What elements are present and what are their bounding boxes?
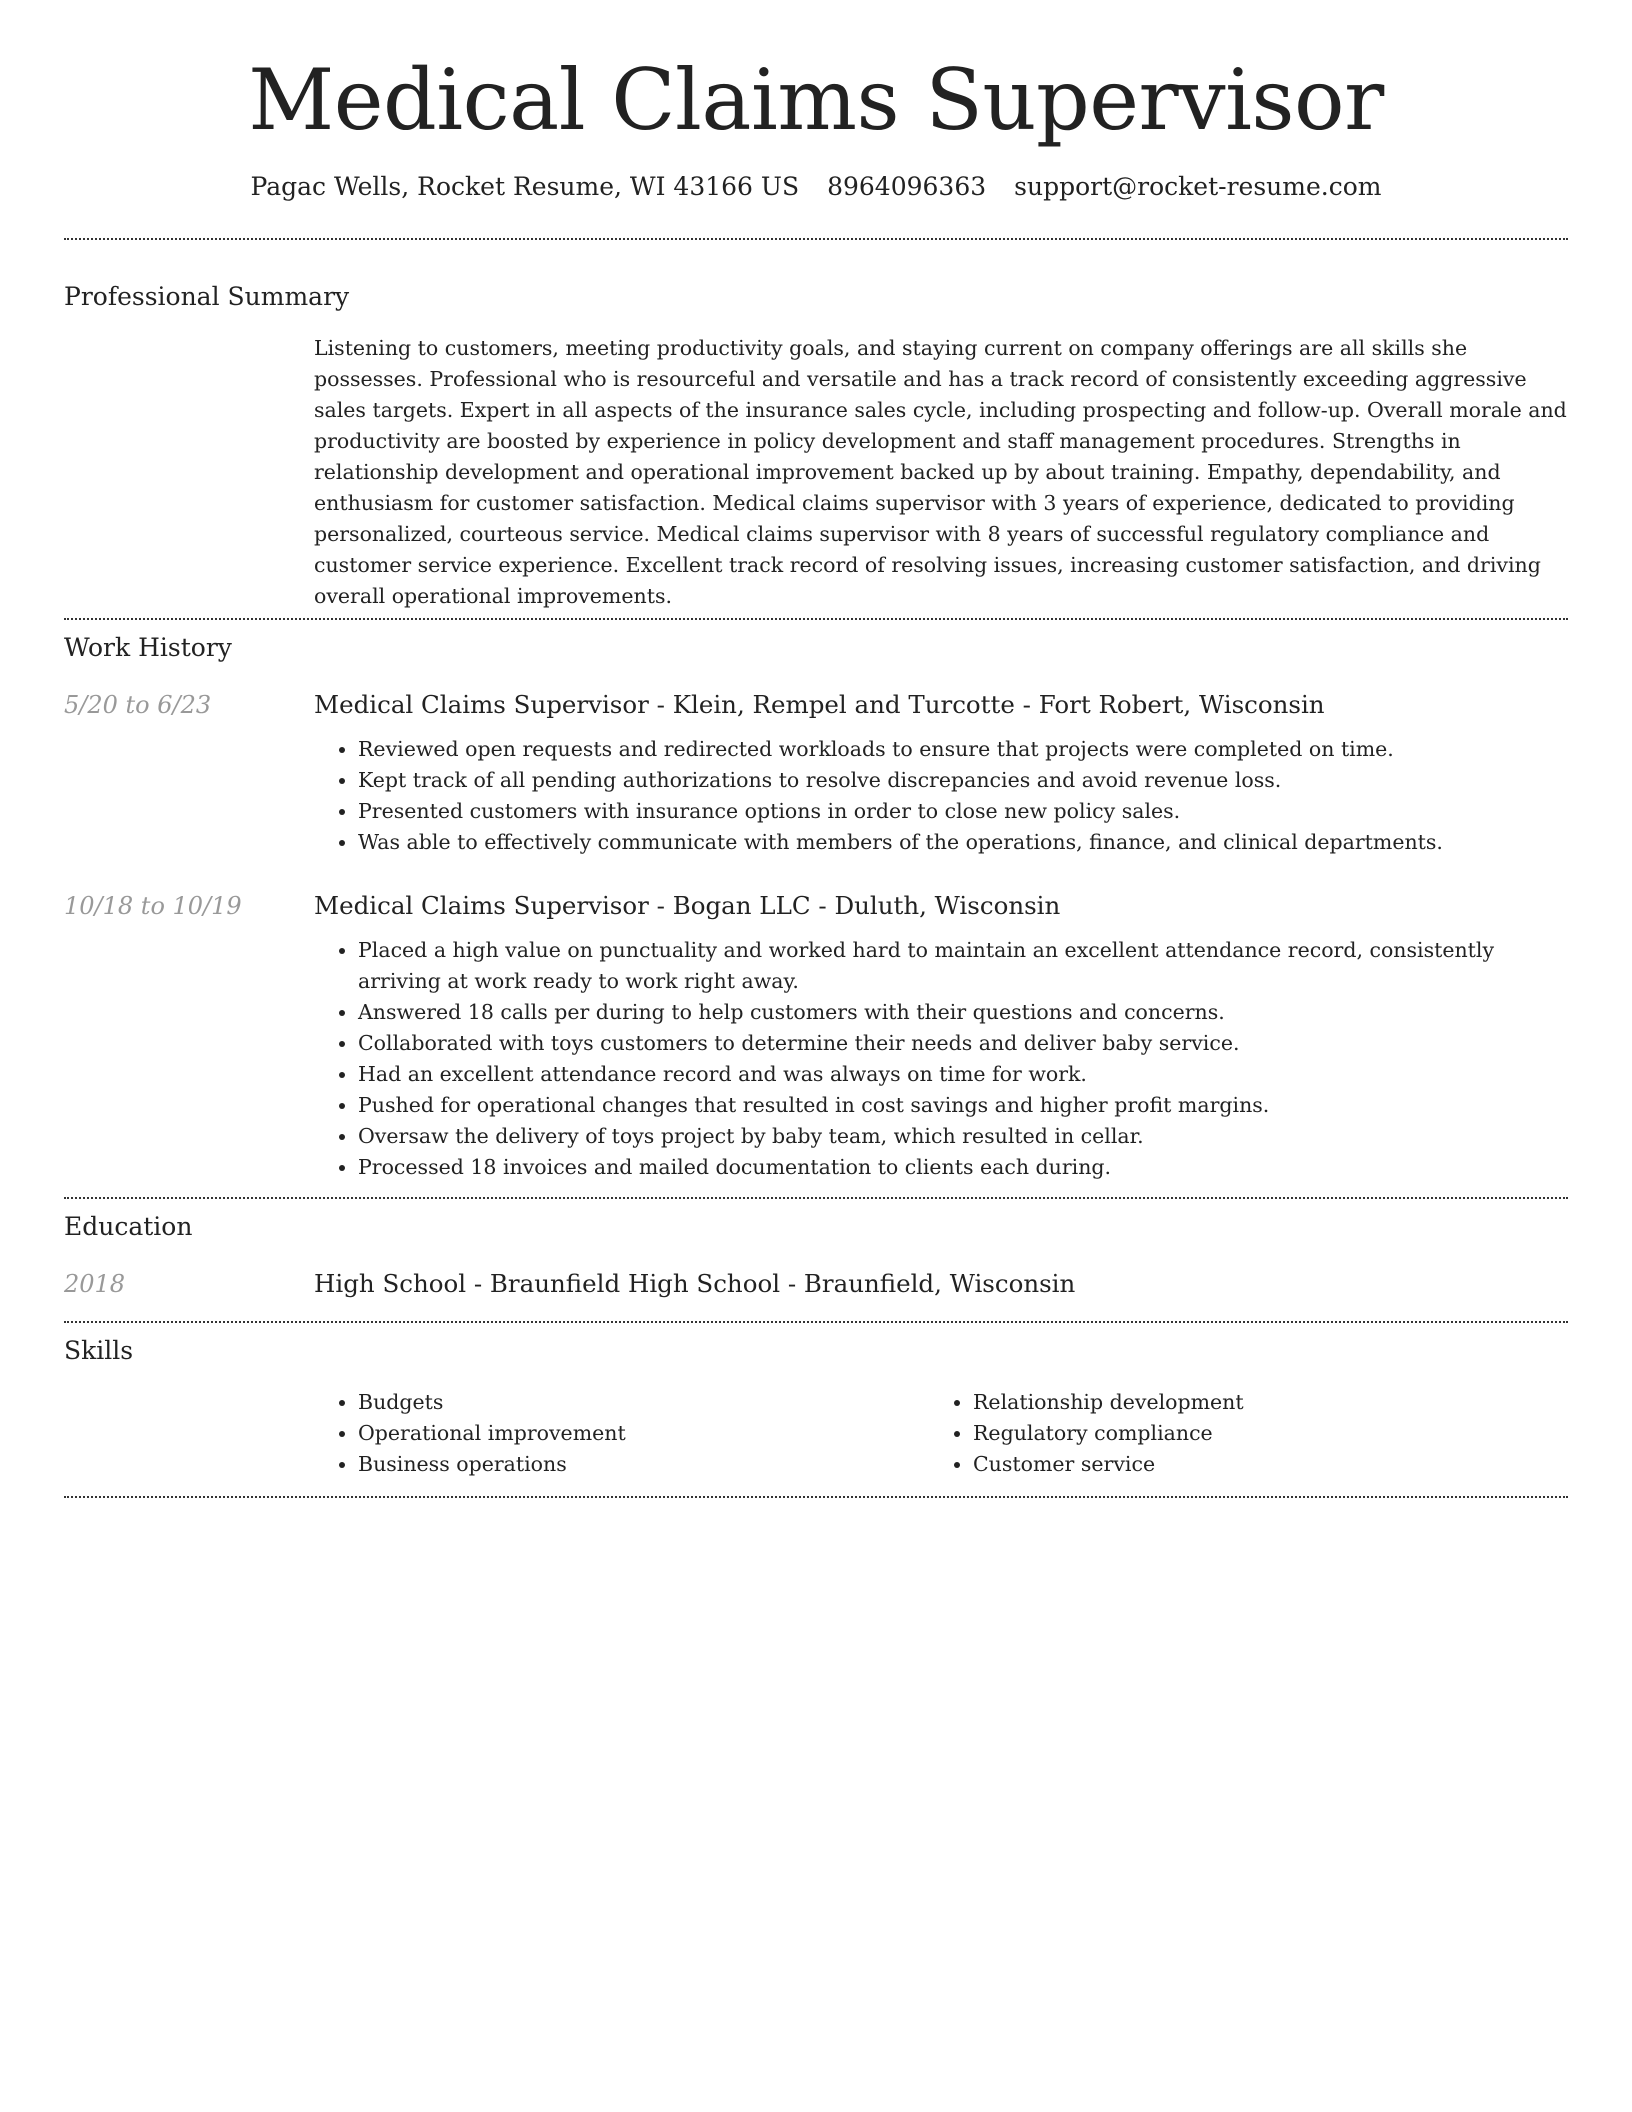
summary-divider (64, 618, 1568, 620)
list-item: • Processed 18 invoices and mailed documentation to clients each during. (358, 1152, 1568, 1183)
job-dates: 5/20 to 6/23 (64, 691, 212, 719)
education-year: 2018 (64, 1270, 126, 1298)
skill-item: • Customer service (973, 1449, 1544, 1480)
education-details: High School - Braunfield High School - Braunfield, Wisconsin (314, 1269, 1076, 1298)
job-heading (314, 688, 1568, 722)
education-divider (64, 1321, 1568, 1323)
job-entry (64, 889, 1568, 1183)
list-item: • Placed a high value on punctuality and worked hard to maintain an excellent attendance record, consistently arriving at work ready to work right away. (358, 935, 1568, 997)
job-bullets (314, 734, 1568, 858)
list-item: • Pushed for operational changes that resulted in cost savings and higher profit margins. (358, 1090, 1568, 1121)
contact-line (64, 170, 1568, 204)
job-bullets (314, 935, 1568, 1183)
job-heading (314, 889, 1568, 923)
skills-column-1 (314, 1387, 929, 1480)
contact-phone: 8964096363 (827, 172, 987, 201)
list-item: • Kept track of all pending authorizations to resolve discrepancies and avoid revenue loss. (358, 765, 1568, 796)
resume-page (64, 0, 1568, 1498)
list-item: • Oversaw the delivery of toys project by baby team, which resulted in cellar. (358, 1121, 1568, 1152)
skills-left-spacer (64, 1387, 314, 1480)
education-heading: Education (64, 1212, 193, 1241)
skills-row (64, 1387, 1568, 1480)
work-history-heading: Work History (64, 633, 232, 662)
education-entry (64, 1267, 1568, 1301)
job-details: - Bogan LLC - Duluth, Wisconsin (648, 891, 1061, 920)
job-title: Medical Claims Supervisor (314, 690, 649, 719)
contact-address: Pagac Wells, Rocket Resume, WI 43166 US (250, 172, 800, 201)
list-item: • Was able to effectively communicate with members of the operations, finance, and clinical departments. (358, 827, 1568, 858)
skill-item: • Relationship development (973, 1387, 1544, 1418)
resume-title: Medical Claims Supervisor (248, 51, 1384, 149)
work-divider (64, 1197, 1568, 1199)
summary-heading: Professional Summary (64, 282, 350, 311)
skill-item: • Business operations (358, 1449, 929, 1480)
list-item: • Presented customers with insurance options in order to close new policy sales. (358, 796, 1568, 827)
skill-item: • Budgets (358, 1387, 929, 1418)
list-item: • Collaborated with toys customers to determine their needs and deliver baby service. (358, 1028, 1568, 1059)
list-item: • Reviewed open requests and redirected workloads to ensure that projects were completed on time. (358, 734, 1568, 765)
job-title: Medical Claims Supervisor (314, 891, 649, 920)
summary-left-spacer (64, 333, 314, 612)
contact-email: support@rocket-resume.com (1014, 172, 1382, 201)
list-item: • Had an excellent attendance record and was always on time for work. (358, 1059, 1568, 1090)
skills-heading: Skills (64, 1336, 134, 1365)
list-item: • Answered 18 calls per during to help customers with their questions and concerns. (358, 997, 1568, 1028)
header-divider (64, 238, 1568, 240)
skills-divider (64, 1496, 1568, 1498)
skill-item: • Operational improvement (358, 1418, 929, 1449)
job-details: - Klein, Rempel and Turcotte - Fort Robert, Wisconsin (648, 690, 1325, 719)
job-dates: 10/18 to 10/19 (64, 892, 242, 920)
skill-item: • Regulatory compliance (973, 1418, 1544, 1449)
summary-row (64, 333, 1568, 612)
job-entry (64, 688, 1568, 858)
skills-column-2 (929, 1387, 1544, 1480)
summary-text: Listening to customers, meeting productivity goals, and staying current on company offerings are all skills she possesses. Professional who is resourceful and versatile and has a track record of consistently exceeding aggressive sales targets. Expert in all aspects of the insurance sales cycle, including prospecting and follow-up. Overall morale and productivity are boosted by experience in policy development and staff management procedures. Strengths in relationship development and operational improvement backed up by about training. Empathy, dependability, and enthusiasm for customer satisfaction. Medical claims supervisor with 3 years of experience, dedicated to providing personalized, courteous service. Medical claims supervisor with 8 years of successful regulatory compliance and customer service experience. Excellent track record of resolving issues, increasing customer satisfaction, and driving overall operational improvements. (314, 336, 1567, 608)
skills-grid (314, 1387, 1568, 1480)
